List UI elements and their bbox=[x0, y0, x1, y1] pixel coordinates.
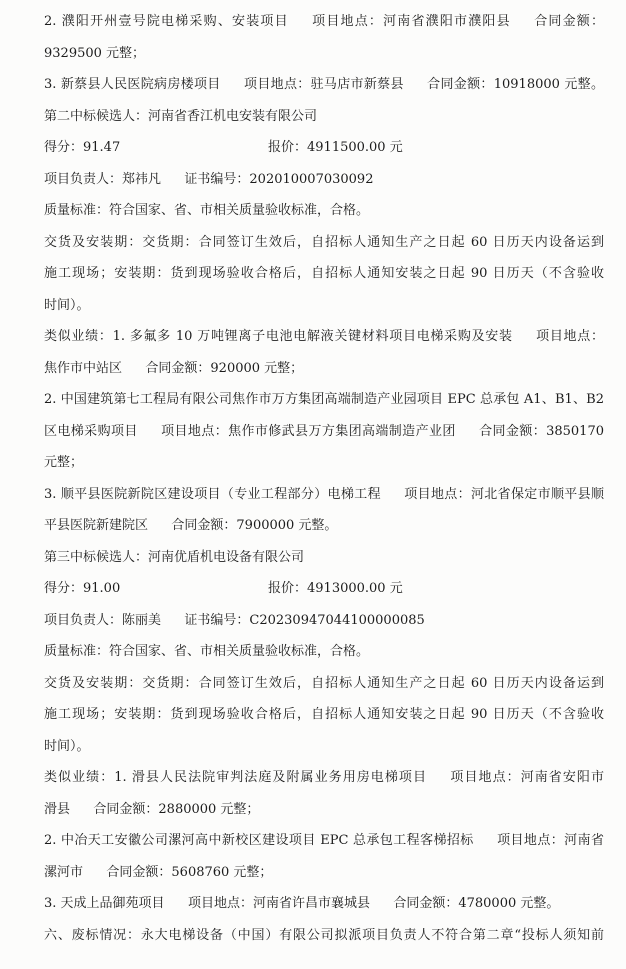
project-location: 漯河市 bbox=[44, 864, 84, 880]
candidate2-score-line bbox=[44, 132, 604, 164]
candidate3-schedule-line1: 交货及安装期：交货期：合同签订生效后，自招标人通知生产之日起 60 日历天内设备运到 bbox=[44, 675, 604, 691]
candidate3-score-line bbox=[44, 573, 604, 605]
prior-item2-line1 bbox=[44, 6, 604, 38]
candidate2-performance-line4 bbox=[44, 416, 604, 448]
contract-amount: 合同金额：2880000 元整； bbox=[93, 801, 260, 817]
project-location: 平县医院新建院区 bbox=[44, 518, 149, 533]
certificate-number: 证书编号：C20230947044100000085 bbox=[184, 612, 425, 628]
project-location: 滑县 bbox=[44, 801, 71, 817]
candidate3-performance-line5 bbox=[44, 888, 604, 920]
candidate3-manager-line bbox=[44, 605, 604, 637]
contract-amount: 9329500 元整； bbox=[44, 45, 146, 61]
score: 得分：91.00 bbox=[44, 581, 121, 596]
prior-item2-line2 bbox=[44, 38, 604, 70]
candidate2-schedule-line1: 交货及安装期：交货期：合同签订生效后，自招标人通知生产之日起 60 日历天内设备运到 bbox=[44, 234, 604, 250]
candidate2-heading: 第二中标候选人：河南省香江机电安装有限公司 bbox=[44, 108, 318, 124]
candidate2-quality: 质量标准：符合国家、省、市相关质量验收标准，合格。 bbox=[44, 203, 370, 218]
project-manager: 项目负责人：陈丽美 bbox=[44, 612, 162, 628]
project-location: 项目地点：河南省 bbox=[497, 833, 604, 848]
contract-amount: 合同金额：4780000 元整。 bbox=[393, 896, 560, 911]
candidate3-performance-line3 bbox=[44, 825, 604, 857]
project-manager: 项目负责人：郑祎凡 bbox=[44, 171, 162, 187]
contract-amount: 合同金额：3850170 bbox=[479, 423, 604, 439]
contract-amount-label: 合同金额： bbox=[534, 14, 604, 29]
contract-amount: 合同金额：7900000 元整。 bbox=[171, 518, 338, 533]
project-location: 项目地点：河南省安阳市 bbox=[450, 770, 604, 785]
candidate3-performance-line1 bbox=[44, 762, 604, 794]
candidate3-quality: 质量标准：符合国家、省、市相关质量验收标准，合格。 bbox=[44, 644, 370, 659]
candidate2-performance-line6 bbox=[44, 479, 604, 511]
project-location: 项目地点：河北省保定市顺平县顺 bbox=[404, 486, 604, 502]
price: 报价：4913000.00 元 bbox=[268, 581, 403, 596]
project-title: 类似业绩：1. 多氟多 10 万吨锂离子电池电解液关键材料项目电梯采购及安装 bbox=[44, 329, 513, 344]
candidate2-schedule-line3: 时间）。 bbox=[44, 297, 90, 313]
candidate3-heading: 第三中标候选人：河南优盾机电设备有限公司 bbox=[44, 549, 305, 565]
certificate-number: 证书编号：202010007030092 bbox=[184, 171, 374, 187]
project-location: 项目地点： bbox=[536, 329, 604, 344]
price: 报价：4911500.00 元 bbox=[268, 140, 403, 155]
project-location: 焦作市中站区 bbox=[44, 360, 123, 376]
candidate3-performance-line2 bbox=[44, 794, 604, 826]
candidate2-performance-line3: 2. 中国建筑第七工程局有限公司焦作市万方集团高端制造产业园项目 EPC 总承包 A1、B1、B2 bbox=[44, 392, 604, 407]
candidate2-performance-line5: 元整； bbox=[44, 455, 84, 470]
project-title: 类似业绩：1. 滑县人民法院审判法庭及附属业务用房电梯项目 bbox=[44, 770, 428, 785]
project-title: 区电梯采购项目 bbox=[44, 423, 138, 439]
candidate2-performance-line2 bbox=[44, 353, 604, 385]
project-title: 2. 濮阳开州壹号院电梯采购、安装项目 bbox=[44, 14, 289, 29]
project-title: 2. 中冶天工安徽公司漯河高中新校区建设项目 EPC 总承包工程客梯招标 bbox=[44, 833, 474, 848]
candidate2-performance-line1 bbox=[44, 321, 604, 353]
contract-amount: 合同金额：5608760 元整； bbox=[106, 864, 273, 880]
candidate2-schedule-line2: 施工现场；安装期：货到现场验收合格后，自招标人通知安装之日起 90 日历天（不含验收 bbox=[44, 266, 604, 281]
project-title: 3. 顺平县医院新院区建设项目（专业工程部分）电梯工程 bbox=[44, 486, 381, 502]
contract-amount: 合同金额：920000 元整； bbox=[145, 360, 304, 376]
project-title: 3. 天成上品御苑项目 bbox=[44, 896, 165, 911]
prior-item3 bbox=[44, 69, 604, 101]
candidate3-performance-line4 bbox=[44, 857, 604, 889]
project-location: 项目地点：驻马店市新蔡县 bbox=[244, 77, 404, 92]
candidate3-schedule-line3: 时间）。 bbox=[44, 738, 90, 754]
candidate2-manager-line bbox=[44, 164, 604, 196]
candidate2-performance-line7 bbox=[44, 510, 604, 542]
project-title: 3. 新蔡县人民医院病房楼项目 bbox=[44, 77, 221, 92]
contract-amount: 合同金额：10918000 元整。 bbox=[427, 77, 604, 92]
score: 得分：91.47 bbox=[44, 140, 121, 155]
invalid-bids-section: 六、废标情况：永大电梯设备（中国）有限公司拟派项目负责人不符合第二章“投标人须知前 bbox=[44, 927, 604, 943]
project-location: 项目地点：焦作市修武县万方集团高端制造产业团 bbox=[161, 423, 456, 439]
candidate3-schedule-line2: 施工现场；安装期：货到现场验收合格后，自招标人通知安装之日起 90 日历天（不含验收 bbox=[44, 707, 604, 722]
project-location: 项目地点：河南省许昌市襄城县 bbox=[187, 896, 370, 911]
project-location: 项目地点：河南省濮阳市濮阳县 bbox=[312, 14, 511, 29]
